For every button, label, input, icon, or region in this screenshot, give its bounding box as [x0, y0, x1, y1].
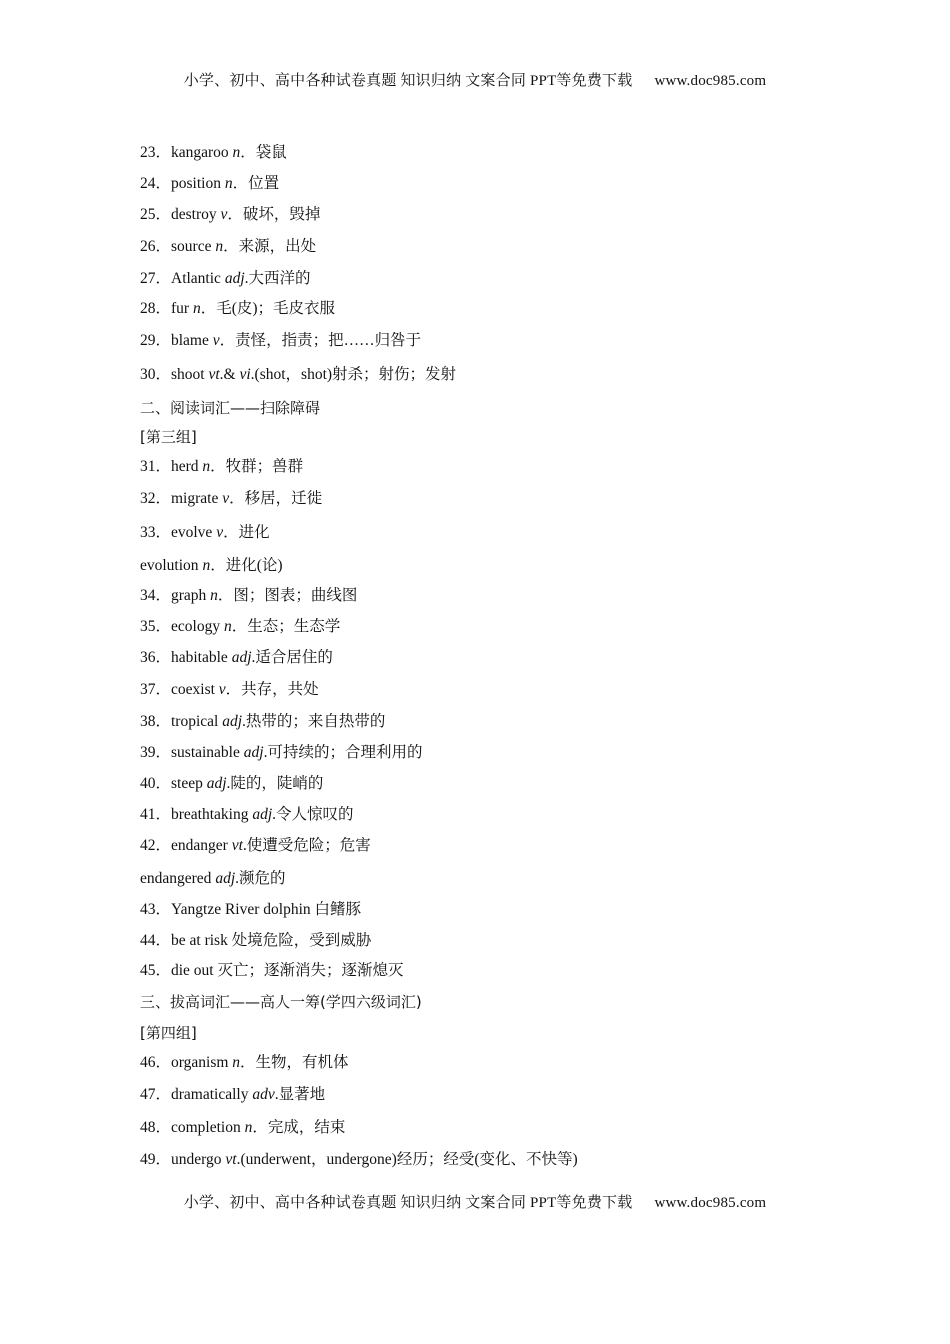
part-of-speech: n — [232, 1054, 241, 1071]
vocab-meaning: .大西洋的 — [244, 270, 311, 287]
vocab-meaning: .(shot，shot)射杀；射伤；发射 — [250, 366, 457, 383]
vocab-meaning: .适合居住的 — [251, 649, 333, 666]
vocab-item — [140, 143, 287, 163]
part-of-speech: n — [202, 458, 211, 475]
vocab-meaning: .陡的，陡峭的 — [226, 775, 324, 792]
vocab-item — [140, 489, 322, 509]
page-header — [0, 69, 950, 90]
vocab-item — [140, 680, 319, 700]
vocab-word: 42．endanger — [140, 837, 232, 854]
vocab-meaning: ．进化 — [223, 524, 270, 541]
vocab-item — [140, 617, 340, 637]
section-heading — [140, 1023, 197, 1043]
vocab-item — [140, 805, 354, 825]
part-of-speech: v — [220, 206, 228, 223]
vocab-item — [140, 900, 361, 920]
vocab-item — [140, 1085, 325, 1105]
vocab-meaning: ．袋鼠 — [240, 144, 287, 161]
part-of-speech: n — [244, 1119, 253, 1136]
vocab-meaning: ．进化(论) — [210, 557, 283, 574]
footer-site-link[interactable]: www.doc985.com — [654, 1195, 767, 1211]
vocab-item — [140, 205, 320, 225]
part-of-speech: n — [210, 587, 218, 604]
section-heading — [140, 427, 197, 447]
vocab-separator: .& — [219, 366, 240, 383]
vocab-meaning: ．破坏，毁掉 — [227, 206, 321, 223]
vocab-item — [140, 365, 456, 385]
vocab-item — [140, 1053, 349, 1073]
section-heading-text: [第四组] — [140, 1024, 197, 1042]
part-of-speech: vt — [208, 366, 220, 383]
vocab-item — [140, 269, 311, 289]
page-footer — [0, 1191, 950, 1212]
vocab-item — [140, 523, 270, 543]
vocab-meaning: ．责怪，指责；把……归咎于 — [219, 332, 422, 349]
vocab-meaning: ．牧群；兽群 — [210, 458, 304, 475]
vocab-word: 26．source — [140, 238, 216, 255]
vocab-meaning: ．生态；生态学 — [231, 618, 341, 635]
vocab-item — [140, 299, 335, 319]
vocab-meaning: ．毛(皮)；毛皮衣服 — [200, 300, 336, 317]
vocab-item — [140, 237, 316, 257]
vocab-word: 30．shoot — [140, 366, 209, 383]
vocab-word: 34．graph — [140, 587, 211, 604]
footer-text: 小学、初中、高中各种试卷真题 知识归纳 文案合同 PPT等免费下载 — [183, 1195, 633, 1211]
vocab-meaning: .(underwent，undergone)经历；经受(变化、不快等) — [236, 1151, 578, 1168]
vocab-meaning: ．完成，结束 — [252, 1119, 346, 1136]
part-of-speech: n — [232, 144, 241, 161]
vocab-item — [140, 961, 404, 981]
vocab-text: 43．Yangtze River dolphin 白鳍豚 — [140, 901, 362, 918]
vocab-word: 36．habitable — [140, 649, 232, 666]
vocab-meaning: .热带的；来自热带的 — [242, 713, 386, 730]
part-of-speech: adj — [252, 806, 273, 823]
vocab-item — [140, 712, 385, 732]
part-of-speech: v — [222, 490, 230, 507]
vocab-word: 31．herd — [140, 458, 203, 475]
vocab-item — [140, 457, 303, 477]
vocab-word: 48．completion — [140, 1119, 245, 1136]
part-of-speech: vi — [239, 366, 251, 383]
vocab-meaning: ．生物，有机体 — [240, 1054, 349, 1071]
vocab-meaning: .濒危的 — [235, 870, 286, 887]
vocab-word: 41．breathtaking — [140, 806, 253, 823]
vocab-word: 38．tropical — [140, 713, 223, 730]
vocab-word: 39．sustainable — [140, 744, 244, 761]
vocab-item — [140, 931, 371, 951]
part-of-speech: adj — [231, 649, 252, 666]
header-text: 小学、初中、高中各种试卷真题 知识归纳 文案合同 PPT等免费下载 — [183, 73, 633, 89]
part-of-speech: n — [202, 557, 211, 574]
vocab-word: 46．organism — [140, 1054, 233, 1071]
part-of-speech: adj — [224, 270, 245, 287]
part-of-speech: v — [218, 681, 226, 698]
vocab-item — [140, 836, 371, 856]
vocab-item — [140, 774, 323, 794]
header-site-link[interactable]: www.doc985.com — [654, 73, 767, 89]
vocab-word: 27．Atlantic — [140, 270, 225, 287]
section-heading-text: 二、阅读词汇——扫除障碍 — [140, 399, 321, 417]
section-heading-text: 三、拔高词汇——高人一筹(学四六级词汇) — [140, 993, 422, 1011]
vocab-word: 24．position — [140, 175, 225, 192]
part-of-speech: adj — [206, 775, 227, 792]
part-of-speech: v — [216, 524, 224, 541]
vocab-word: 47．dramatically — [140, 1086, 253, 1103]
part-of-speech: n — [224, 175, 233, 192]
part-of-speech: vt — [231, 837, 243, 854]
vocab-item — [140, 331, 421, 351]
part-of-speech: adj — [222, 713, 243, 730]
section-heading — [140, 398, 320, 418]
part-of-speech: vt — [225, 1151, 237, 1168]
vocab-word: 37．coexist — [140, 681, 219, 698]
part-of-speech: n — [223, 618, 232, 635]
part-of-speech: adj — [243, 744, 264, 761]
vocab-word: evolution — [140, 557, 203, 574]
vocab-item — [140, 869, 286, 889]
part-of-speech: n — [215, 238, 224, 255]
section-heading-text: [第三组] — [140, 428, 197, 446]
vocab-item — [140, 648, 333, 668]
vocab-text: 45．die out 灭亡；逐渐消失；逐渐熄灭 — [140, 962, 404, 979]
vocab-item — [140, 1150, 578, 1170]
vocab-meaning: .显著地 — [274, 1086, 326, 1103]
vocab-item — [140, 1118, 345, 1138]
part-of-speech: n — [192, 300, 201, 317]
vocab-meaning: .使遭受危险；危害 — [242, 837, 371, 854]
vocab-item — [140, 556, 283, 576]
vocab-word: 49．undergo — [140, 1151, 226, 1168]
vocab-word: 23．kangaroo — [140, 144, 233, 161]
part-of-speech: adj — [215, 870, 236, 887]
vocab-meaning: ．共存，共处 — [225, 681, 319, 698]
vocab-meaning: ．来源，出处 — [223, 238, 317, 255]
vocab-meaning: ．移居，迁徙 — [229, 490, 323, 507]
vocab-item — [140, 743, 422, 763]
vocab-word: 28．fur — [140, 300, 193, 317]
vocab-word: 29．blame — [140, 332, 213, 349]
vocab-meaning: ．位置 — [232, 175, 280, 192]
vocab-item — [140, 174, 279, 194]
vocab-text: 44．be at risk 处境危险，受到威胁 — [140, 932, 372, 949]
vocab-word: 33．evolve — [140, 524, 217, 541]
vocab-word: 35．ecology — [140, 618, 224, 635]
vocab-meaning: ．图；图表；曲线图 — [217, 587, 358, 604]
part-of-speech: v — [212, 332, 220, 349]
vocab-meaning: .可持续的；合理利用的 — [263, 744, 423, 761]
vocab-word: 25．destroy — [140, 206, 221, 223]
vocab-word: endangered — [140, 870, 216, 887]
vocab-word: 40．steep — [140, 775, 207, 792]
vocab-item — [140, 586, 357, 606]
part-of-speech: adv — [252, 1086, 275, 1103]
vocab-word: 32．migrate — [140, 490, 223, 507]
section-heading — [140, 992, 422, 1012]
vocab-meaning: .令人惊叹的 — [272, 806, 354, 823]
